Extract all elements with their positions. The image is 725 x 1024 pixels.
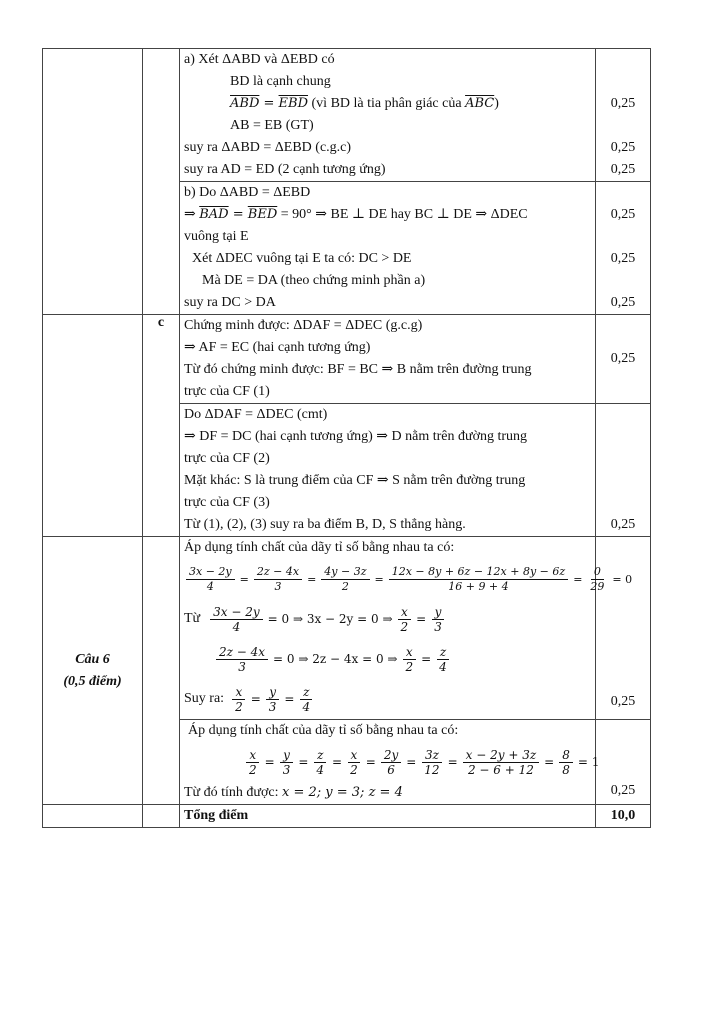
part-c-line4: trực của CF (1) [184, 384, 270, 399]
part-c-line10: Từ (1), (2), (3) suy ra ba điểm B, D, S thẳng hàng. [184, 517, 466, 532]
row-part-c-1 [43, 315, 651, 404]
angle-abc: $\overline{ABC}$ [465, 96, 495, 111]
frac-num: z [437, 645, 449, 660]
frac-den: 3 [274, 579, 282, 593]
tu-label: Từ [184, 611, 201, 626]
total-empty-1 [43, 805, 143, 828]
part-c-line8: Mặt khác: S là trung điểm của CF ⇒ S nằm trên đường trung [184, 473, 526, 488]
part-c-line5: Do ΔDAF = ΔDEC (cmt) [184, 407, 328, 422]
score: 0,25 [610, 207, 636, 222]
cau6-eq2: Từ $\frac{3x - 2y}{4}$ = 0 ⇒ 3x − 2y = 0 ⇒ $\frac{x}{2}$ = $\frac{y}{3}$ [180, 599, 595, 639]
part-b-scores [596, 182, 651, 315]
frac-num: y [432, 605, 445, 620]
frac-den: 3 [434, 619, 442, 634]
frac-den: 2 [249, 762, 257, 777]
part-b-line3: vuông tại E [184, 229, 249, 244]
reason: (vì BD là tia phân giác của [308, 96, 466, 111]
frac-den: 3 [282, 762, 291, 777]
eq5-end: = 1 [577, 755, 600, 769]
frac-num: y [280, 748, 293, 763]
angle-bad: $\overline{BAD}$ [199, 207, 229, 222]
part-a-scores [596, 49, 651, 182]
frac-num: x [246, 748, 259, 763]
frac-den: 2 [350, 762, 358, 777]
subpart-label-c: c [143, 315, 180, 537]
part-a-line5: suy ra AD = ED (2 cạnh tương ứng) [184, 162, 386, 177]
score: 0,25 [610, 694, 636, 709]
cau6-eq3: $\frac{2z - 4x}{3}$ = 0 ⇒ 2z − 4x = 0 ⇒ $\frac{x}{2}$ = $\frac{z}{4}$ [180, 639, 595, 679]
cau6-eq5: $\frac{x}{2}$ = $\frac{y}{3}$ = $\frac{z}{4}$ = $\frac{x}{2}$ = $\frac{2y}{6}$ = $\frac{3z}{12}$ = $\frac{x - 2y + 3z}{2 - 6 + 12}$ = $\frac{8}{8}$ = 1 [180, 742, 595, 782]
frac-num: 2z − 4x [254, 565, 302, 580]
row-total [43, 805, 651, 828]
frac-den: 2 [341, 579, 349, 593]
cau6-result-line [180, 782, 595, 804]
part-b-line1: b) Do ΔABD = ΔEBD [184, 185, 311, 200]
equals: = [228, 207, 248, 222]
cau6-intro2: Áp dụng tính chất của dãy tỉ số bằng nhau ta có: [188, 723, 459, 738]
score: 0,25 [610, 251, 636, 266]
eq2-mid: = 0 ⇒ 3x − 2y = 0 ⇒ [267, 612, 393, 626]
equals: = [259, 96, 279, 111]
frac-den: 29 [590, 579, 605, 593]
cau6-eq1: $\frac{3x - 2y}{4}$ = $\frac{2z - 4x}{3}$ = $\frac{4y - 3z}{2}$ = $\frac{12x - 8y + 6z - 12x + 8y - 6z}{16 + 9 + 4}$ = $\frac{0}{29}$ = 0 [180, 559, 595, 599]
frac-num: 12x − 8y + 6z − 12x + 8y − 6z [389, 565, 568, 580]
result-values: x = 2; y = 3; z = 4 [282, 785, 403, 800]
frac-num: z [300, 685, 312, 700]
part-c-block2-score [596, 404, 651, 537]
part-a-line4: suy ra ΔABD = ΔEBD (c.g.c) [184, 140, 352, 155]
frac-num: y [266, 685, 279, 700]
frac-den: 6 [387, 762, 395, 777]
part-c-block1 [180, 315, 596, 404]
score: 0,25 [610, 295, 636, 310]
frac-num: 4y − 3z [321, 565, 369, 580]
part-a-content [180, 49, 596, 182]
total-value [596, 805, 651, 828]
question-cell-empty [43, 49, 143, 315]
frac-num: x [398, 605, 411, 620]
frac-num: 2y [381, 748, 401, 763]
angle-abd: $\overline{ABD}$ [230, 96, 260, 111]
cau6-points: (0,5 điểm) [63, 673, 122, 689]
frac-num: x [348, 748, 361, 763]
implies: ⇒ [184, 207, 200, 222]
frac-den: 2 [235, 699, 243, 714]
part-c-line2: ⇒ AF = EC (hai cạnh tương ứng) [184, 340, 371, 355]
frac-den: 16 + 9 + 4 [448, 579, 509, 593]
question-cell-empty [43, 315, 143, 537]
part-b-line5: Mà DE = DA (theo chứng minh phần a) [202, 273, 426, 288]
part-b-line4: Xét ΔDEC vuông tại E ta có: DC > DE [192, 251, 412, 266]
result-label: Từ đó tính được: [184, 785, 279, 800]
part-c-block2 [180, 404, 596, 537]
total-empty-2 [143, 805, 180, 828]
cau6-title: Câu 6 [75, 651, 110, 667]
part-c-line3: Từ đó chứng minh được: BF = BC ⇒ B nằm trên đường trung [184, 362, 532, 377]
row-cau6-1 [43, 537, 651, 720]
score: 0,25 [610, 783, 636, 798]
frac-den: 12 [424, 762, 440, 777]
cau6-eq4: Suy ra: $\frac{x}{2}$ = $\frac{y}{3}$ = $\frac{z}{4}$ [180, 679, 595, 719]
frac-num: z [314, 748, 326, 763]
score: 0,25 [610, 140, 636, 155]
part-c-line1: Chứng minh được: ΔDAF = ΔDEC (g.c.g) [184, 318, 423, 333]
eq1-end: = 0 [612, 572, 633, 586]
frac-den: 3 [268, 699, 277, 714]
part-c-line6: ⇒ DF = DC (hai cạnh tương ứng) ⇒ D nằm trên đường trung [184, 429, 528, 444]
frac-den: 4 [439, 659, 447, 674]
part-a-line1: BD là cạnh chung [230, 74, 331, 89]
frac-num: x [403, 645, 416, 660]
frac-den: 4 [302, 699, 311, 714]
frac-den: 3 [238, 659, 246, 674]
cau6-block2 [180, 720, 600, 805]
score: 0,25 [610, 162, 636, 177]
reason-close: ) [494, 96, 499, 111]
frac-num: 8 [559, 748, 573, 763]
frac-num: 3x − 2y [186, 565, 235, 580]
frac-den: 4 [316, 762, 325, 777]
part-b-line2 [180, 204, 595, 226]
score: 0,25 [610, 351, 636, 366]
frac-num: x [232, 685, 245, 700]
eq3-mid: = 0 ⇒ 2z − 4x = 0 ⇒ [273, 652, 398, 666]
part-a-line3: AB = EB (GT) [230, 118, 314, 133]
total-label-text: Tổng điểm [184, 808, 249, 823]
frac-den: 8 [562, 762, 570, 777]
part-c-block1-score [596, 315, 651, 404]
subpart-cell-empty [143, 49, 180, 315]
question-cell-cau6 [43, 537, 143, 805]
suyra-label: Suy ra: [184, 691, 225, 706]
frac-den: 2 [400, 619, 409, 634]
cau6-block2-score [596, 720, 651, 805]
frac-den: 4 [206, 579, 214, 593]
frac-num: 3z [422, 748, 442, 763]
frac-den: 2 [405, 659, 414, 674]
part-b-line2-rest: = 90° ⇒ BE ⊥ DE hay BC ⊥ DE ⇒ ΔDEC [277, 207, 528, 222]
frac-num: 2z − 4x [216, 645, 268, 660]
subpart-cell-empty [143, 537, 180, 805]
frac-num: 3x − 2y [210, 605, 263, 620]
total-value-text: 10,0 [610, 808, 636, 823]
part-b-content [180, 182, 596, 315]
total-label [180, 805, 596, 828]
score: 0,25 [610, 96, 636, 111]
part-b-line6: suy ra DC > DA [184, 295, 276, 310]
angle-bed: $\overline{BED}$ [247, 207, 278, 222]
part-c-line9: trực của CF (3) [184, 495, 270, 510]
angle-ebd: $\overline{EBD}$ [278, 96, 309, 111]
frac-num: 0 [591, 565, 604, 580]
frac-den: 4 [232, 619, 241, 634]
frac-den: 2 − 6 + 12 [467, 762, 534, 777]
answer-key-table [42, 48, 651, 828]
frac-num: x − 2y + 3z [463, 748, 540, 763]
part-a-line2 [180, 93, 595, 115]
part-c-line7: trực của CF (2) [184, 451, 270, 466]
cau6-intro1: Áp dụng tính chất của dãy tỉ số bằng nhau ta có: [184, 540, 455, 555]
score: 0,25 [610, 517, 636, 532]
row-part-a [43, 49, 651, 182]
part-a-intro: a) Xét ΔABD và ΔEBD có [184, 52, 335, 67]
